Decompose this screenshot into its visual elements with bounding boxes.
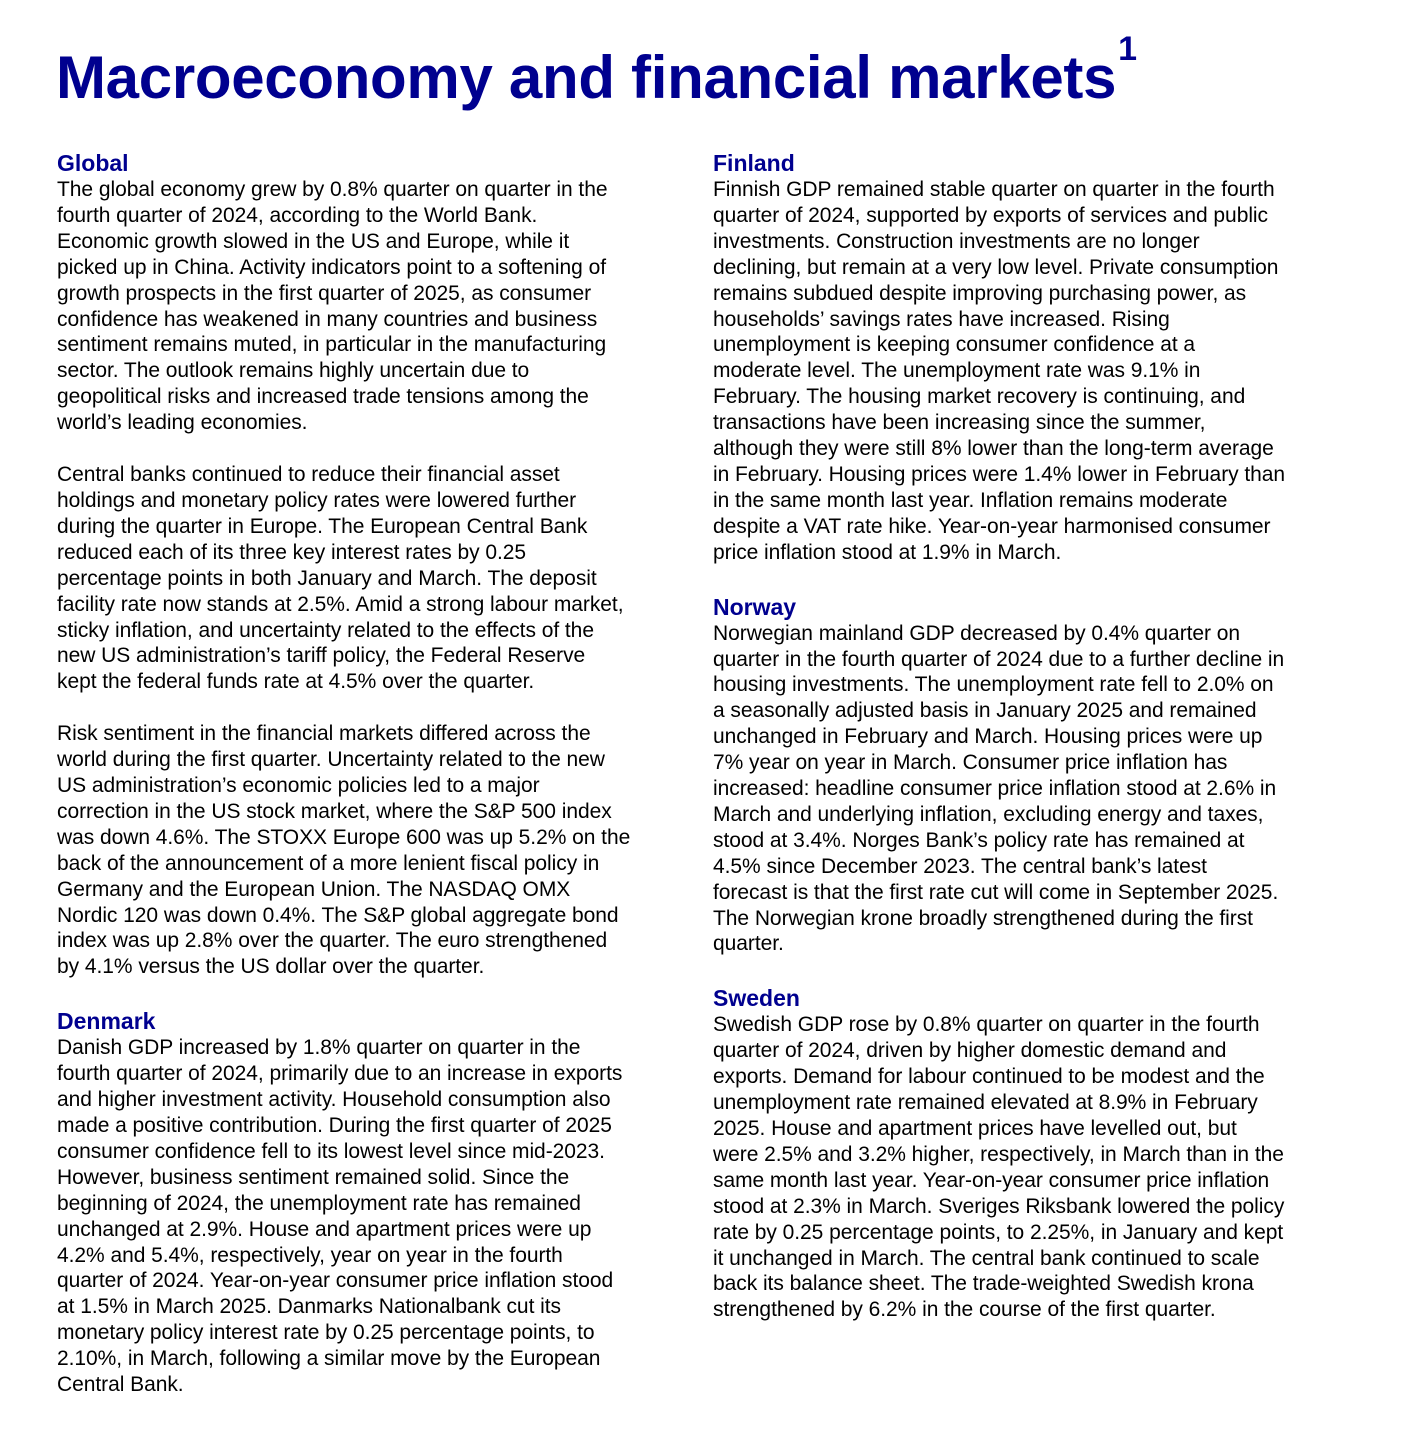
section-heading-denmark: Denmark: [57, 1008, 156, 1035]
section-denmark: [57, 1007, 687, 1398]
title-footnote-marker: 1: [1118, 30, 1137, 68]
global-paragraph-2: Central banks continued to reduce their financial asset holdings and monetary policy rates were lowered further during the quarter in Europe. The European Central Bank reduced each of its three key interest rates by 0.25 percentage points in both January and March. The deposit facility rate now stands at 2.5%. Amid a strong labour market, sticky inflation, and uncertainty related to the effects of the new US administration’s tariff policy, the Federal Reserve kept the federal funds rate at 4.5% over the quarter.: [57, 463, 624, 694]
section-global: [57, 149, 687, 980]
denmark-paragraph-1: Danish GDP increased by 1.8% quarter on quarter in the fourth quarter of 2024, primarily due to an increase in exports and higher investment activity. Household consumption also made a positive contribution. During the first quarter of 2025 consumer confidence fell to its lowest level since mid-2023. However, business sentiment remained solid. Since the beginning of 2024, the unemployment rate has remained unchanged at 2.9%. House and apartment prices were up 4.2% and 5.4%, respectively, year on year in the fourth quarter of 2024. Year-on-year consumer price inflation stood at 1.5% in March 2025. Danmarks Nationalbank cut its monetary policy interest rate by 0.25 percentage points, to 2.10%, in March, following a similar move by the European Central Bank.: [57, 1036, 623, 1397]
page-title: [56, 30, 1137, 118]
section-finland: [713, 149, 1353, 566]
section-heading-sweden: Sweden: [713, 985, 800, 1012]
section-norway: [713, 593, 1353, 958]
sweden-paragraph-1: Swedish GDP rose by 0.8% quarter on quarter in the fourth quarter of 2024, driven by higher domestic demand and exports. Demand for labour continued to be modest and the unemployment rate remained elevated at 8.9% in February 2025. House and apartment prices have levelled out, but were 2.5% and 3.2% higher, respectively, in March than in the same month last year. Year-on-year consumer price inflation stood at 2.3% in March. Sveriges Riksbank lowered the policy rate by 0.25 percentage points, to 2.25%, in January and kept it unchanged in March. The central bank continued to scale back its balance sheet. The trade-weighted Swedish krona strengthened by 6.2% in the course of the first quarter.: [713, 1013, 1285, 1322]
section-heading-norway: Norway: [713, 593, 797, 620]
finland-paragraph-1: Finnish GDP remained stable quarter on quarter in the fourth quarter of 2024, supported by exports of services and public investments. Construction investments are no longer declining, but remain at a very low level. Private consumption remains subdued despite improving purchasing power, as households’ savings rates have increased. Rising unemployment is keeping consumer confidence at a moderate level. The unemployment rate was 9.1% in February. The housing market recovery is continuing, and transactions have been increasing since the summer, although they were still 8% lower than the long-term average in February. Housing prices were 1.4% lower in February than in the same month last year. Inflation remains moderate despite a VAT rate hike. Year-on-year harmonised consumer price inflation stood at 1.9% in March.: [713, 178, 1286, 564]
section-heading-finland: Finland: [713, 150, 795, 176]
section-sweden: [713, 984, 1353, 1323]
page-title-text: Macroeconomy and financial markets: [56, 44, 1117, 111]
right-column: [713, 149, 1353, 1323]
norway-paragraph-1: Norwegian mainland GDP decreased by 0.4% quarter on quarter in the fourth quarter of 2024 due to a further decline in housing investments. The unemployment rate fell to 2.0% on a seasonally adjusted basis in January 2025 and remained unchanged in February and March. Housing prices were up 7% year on year in March. Consumer price inflation has increased: headline consumer price inflation stood at 2.6% in March and underlying inflation, excluding energy and taxes, stood at 3.4%. Norges Bank’s policy rate has remained at 4.5% since December 2023. The central bank’s latest forecast is that the first rate cut will come in September 2025. The Norwegian krone broadly strengthened during the first quarter.: [713, 621, 1285, 956]
global-paragraph-3: Risk sentiment in the financial markets differed across the world during the first quarter. Uncertainty related to the new US administration’s economic policies led to a major correction in the US stock market, where the S&P 500 index was down 4.6%. The STOXX Europe 600 was up 5.2% on the back of the announcement of a more lenient fiscal policy in Germany and the European Union. The NASDAQ OMX Nordic 120 was down 0.4%. The S&P global aggregate bond index was up 2.8% over the quarter. The euro strengthened by 4.1% versus the US dollar over the quarter.: [57, 722, 631, 979]
left-column: [57, 149, 687, 1398]
global-paragraph-1: The global economy grew by 0.8% quarter on quarter in the fourth quarter of 2024, according to the World Bank. Economic growth slowed in the US and Europe, while it picked up in China. Activity indicators point to a softening of growth prospects in the first quarter of 2025, as consumer confidence has weakened in many countries and business sentiment remains muted, in particular in the manufacturing sector. The outlook remains highly uncertain due to geopolitical risks and increased trade tensions among the world’s leading economies.: [57, 178, 608, 435]
section-heading-global: Global: [57, 150, 129, 176]
